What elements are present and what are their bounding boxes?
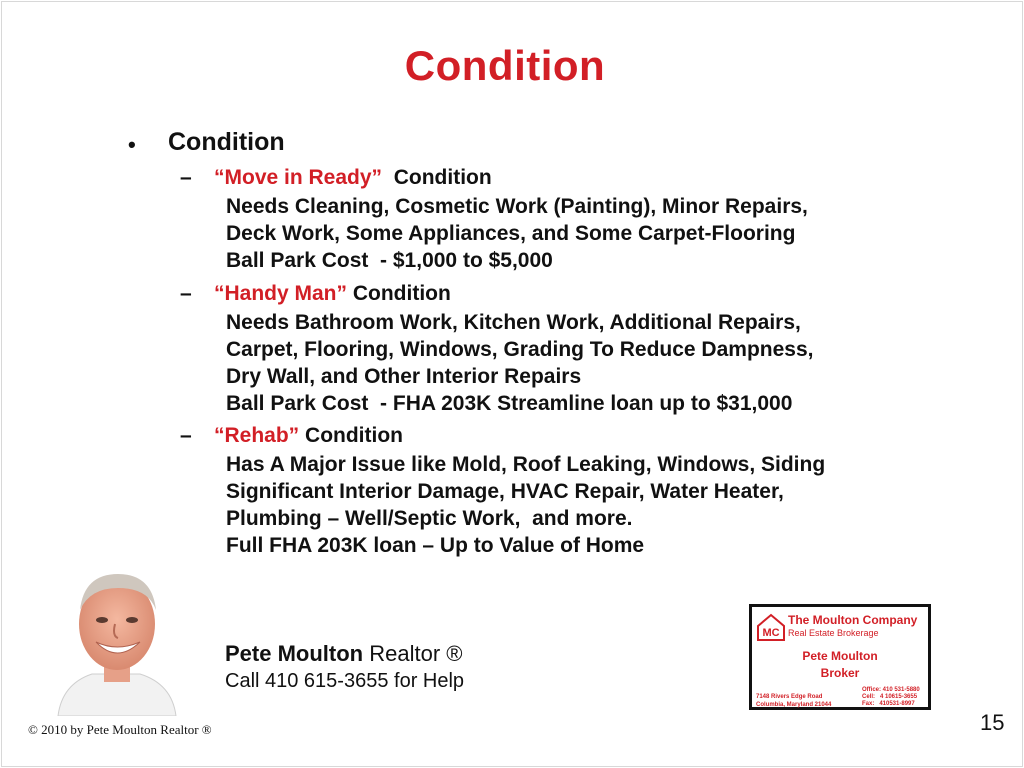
- body-line: Ball Park Cost - $1,000 to $5,000: [226, 249, 553, 272]
- phone-office: Office: 410 531-5880: [862, 687, 920, 693]
- section-body: [226, 309, 813, 417]
- address-line: Columbia, Maryland 21044: [756, 702, 832, 708]
- bullet-marker: •: [128, 132, 136, 157]
- company-tagline: Real Estate Brokerage: [788, 628, 879, 638]
- body-line: Has A Major Issue like Mold, Roof Leaking, Windows, Siding: [226, 453, 826, 476]
- section-heading: [214, 282, 451, 306]
- body-line: Needs Cleaning, Cosmetic Work (Painting), Minor Repairs,: [226, 195, 808, 218]
- dash-marker: –: [180, 166, 192, 189]
- body-line: Ball Park Cost - FHA 203K Streamline loan up to $31,000: [226, 392, 793, 415]
- phone-cell: Cell: 4 10615-3655: [862, 694, 918, 700]
- broker-name: Pete Moulton: [802, 649, 878, 663]
- section-suffix: Condition: [299, 424, 403, 447]
- logo-monogram: MC: [762, 627, 780, 639]
- realtor-photo: [48, 566, 184, 716]
- section-highlight: “Move in Ready”: [214, 166, 383, 189]
- broker-title: Broker: [820, 666, 860, 680]
- page-number: 15: [980, 710, 1005, 735]
- body-line: Needs Bathroom Work, Kitchen Work, Additional Repairs,: [226, 311, 801, 334]
- body-line: Dry Wall, and Other Interior Repairs: [226, 365, 582, 388]
- dash-marker: –: [180, 282, 192, 305]
- company-name: The Moulton Company: [788, 613, 918, 627]
- section-suffix: Condition: [382, 166, 492, 189]
- address-line: 7148 Rivers Edge Road: [756, 694, 823, 700]
- copyright-notice: © 2010 by Pete Moulton Realtor ®: [28, 722, 212, 737]
- body-line: Plumbing – Well/Septic Work, and more.: [226, 507, 633, 530]
- section-body: [226, 193, 808, 274]
- main-point: Condition: [168, 128, 285, 156]
- section-body: [226, 451, 825, 559]
- phone-fax: Fax: 410531-8997: [862, 701, 915, 707]
- company-logo-icon: [756, 612, 786, 642]
- body-line: Significant Interior Damage, HVAC Repair, Water Heater,: [226, 480, 784, 503]
- section-highlight: “Rehab”: [214, 424, 300, 447]
- section-heading: [214, 166, 492, 190]
- section-highlight: “Handy Man”: [214, 282, 348, 305]
- business-card: [749, 604, 931, 710]
- company-address: [756, 693, 831, 709]
- realtor-title: Realtor ®: [363, 641, 463, 666]
- dash-marker: –: [180, 424, 192, 447]
- body-line: Deck Work, Some Appliances, and Some Carpet-Flooring: [226, 222, 796, 245]
- section-suffix: Condition: [347, 282, 451, 305]
- body-line: Full FHA 203K loan – Up to Value of Home: [226, 534, 645, 557]
- realtor-name: Pete Moulton: [225, 641, 364, 666]
- section-heading: [214, 424, 403, 448]
- realtor-name-line: [225, 641, 462, 667]
- company-phones: [862, 687, 920, 708]
- contact-call: Call 410 615-3655 for Help: [225, 670, 465, 692]
- slide-title: Condition: [404, 42, 606, 89]
- body-line: Carpet, Flooring, Windows, Grading To Reduce Dampness,: [226, 338, 814, 361]
